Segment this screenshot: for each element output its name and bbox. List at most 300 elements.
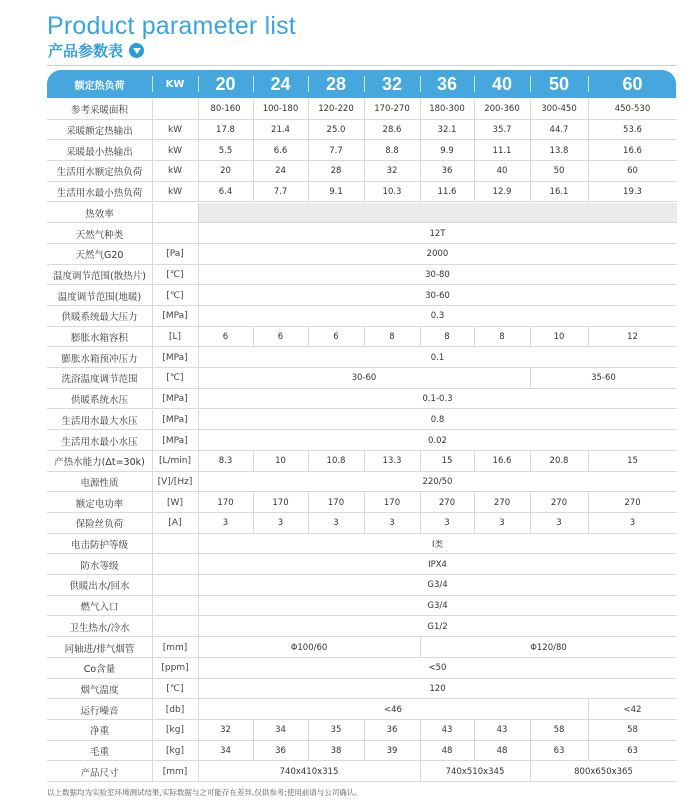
column-divider: [253, 140, 254, 161]
row-label: 温度调节范围(地暖): [57, 291, 142, 303]
row-label: 产热水能力(Δt=30k): [54, 457, 145, 469]
column-divider: [152, 285, 153, 306]
column-divider: [308, 451, 309, 472]
column-divider: [588, 492, 589, 513]
column-divider: [152, 347, 153, 368]
row-value: 9.9: [440, 145, 454, 156]
row-unit: [mm]: [162, 642, 188, 653]
column-divider: [420, 161, 421, 182]
row-value: 38: [330, 746, 342, 757]
row-label: 燃气入口: [80, 602, 119, 614]
table-header: [47, 70, 676, 98]
column-divider: [152, 327, 153, 348]
row-label: 供暖系统最大压力: [61, 312, 138, 324]
row-value: 13.8: [549, 145, 569, 156]
chevron-down-icon: [129, 43, 144, 58]
row-label: 膨胀水箱预冲压力: [61, 353, 138, 365]
row-value: 3: [222, 518, 229, 529]
column-divider: [253, 161, 254, 182]
row-value: 25.0: [326, 125, 346, 136]
row-value: 7.7: [329, 145, 343, 156]
row-value: 9.1: [329, 187, 343, 198]
row-unit: [152, 99, 198, 120]
row-value: 35-60: [591, 373, 616, 384]
row-value: 43: [441, 725, 453, 736]
row-value: 8: [444, 332, 450, 343]
row-value: 58: [627, 725, 638, 736]
table-row: [47, 492, 677, 513]
row-unit: [A]: [168, 518, 182, 529]
column-divider: [420, 761, 421, 782]
column-divider: [308, 182, 309, 203]
column-divider: [364, 161, 365, 182]
row-value: 53.6: [623, 125, 642, 136]
row-value: 16.6: [492, 456, 512, 467]
column-divider: [474, 327, 475, 348]
row-unit: [MPa]: [162, 435, 188, 446]
column-divider: [152, 223, 153, 244]
row-value: 35: [330, 725, 342, 736]
row-label: 卫生热水/冷水: [69, 622, 130, 634]
column-divider: [152, 265, 153, 286]
column-divider: [474, 451, 475, 472]
table-row: [47, 265, 677, 286]
row-value: 32.1: [437, 125, 457, 136]
row-value: 3: [333, 518, 339, 529]
row-value: <42: [623, 704, 642, 715]
column-divider: [474, 99, 475, 120]
row-value: 13.3: [382, 456, 402, 467]
row-value: 6: [333, 332, 339, 343]
column-divider: [420, 492, 421, 513]
column-divider: [588, 182, 589, 203]
column-divider: [364, 140, 365, 161]
row-value: 20.8: [549, 456, 569, 467]
row-value: Φ100/60: [290, 642, 328, 653]
row-value: 3: [277, 518, 284, 529]
column-divider: [253, 513, 254, 534]
row-value: 3: [444, 518, 450, 529]
column-divider: [152, 120, 153, 141]
column-divider: [152, 554, 153, 575]
table-row: [47, 596, 677, 617]
row-value: 39: [386, 746, 398, 757]
row-unit: [152, 534, 198, 555]
row-value: 63: [627, 746, 638, 757]
page-title-cn-text: 产品参数表: [48, 42, 124, 60]
row-label: 采暖最小热输出: [66, 146, 133, 158]
column-divider: [588, 513, 589, 534]
column-divider: [152, 741, 153, 762]
column-divider: [474, 492, 475, 513]
column-divider: [253, 720, 254, 741]
row-value: 28.6: [382, 125, 402, 136]
column-divider: [420, 140, 421, 161]
header-separator: [588, 76, 589, 92]
row-label: 烟气温度: [80, 684, 119, 696]
column-divider: [152, 451, 153, 472]
row-value: G3/4: [427, 601, 448, 612]
column-divider: [308, 327, 309, 348]
row-label: 洗浴温度调节范围: [61, 374, 138, 386]
row-value: 0.1: [430, 352, 445, 363]
column-divider: [253, 182, 254, 203]
row-value: 12.9: [492, 187, 512, 198]
row-value: 32: [386, 166, 398, 177]
table-row: [47, 679, 677, 700]
header-separator: [474, 76, 475, 92]
column-divider: [364, 451, 365, 472]
column-divider: [588, 741, 589, 762]
row-value: 7.7: [273, 187, 288, 198]
table-row: [47, 720, 677, 741]
header-separator: [364, 76, 365, 92]
header-model-24: 24: [270, 73, 291, 94]
header-unit: KW: [165, 78, 185, 90]
row-value: <46: [384, 704, 402, 715]
row-value: 24: [275, 166, 286, 177]
column-divider: [152, 575, 153, 596]
row-unit: [MPa]: [162, 414, 188, 425]
table-row: [47, 513, 677, 534]
header-model-28: 28: [325, 73, 347, 94]
row-label: 供暖出水/回水: [69, 581, 130, 593]
row-value: 180-300: [429, 104, 465, 115]
column-divider: [588, 99, 589, 120]
table-row: [47, 410, 677, 431]
page-title-en: Product parameter list: [47, 12, 296, 40]
table-row: [47, 637, 677, 658]
column-divider: [588, 140, 589, 161]
column-divider: [152, 430, 153, 451]
column-divider: [308, 161, 309, 182]
row-label: 净重: [89, 726, 109, 738]
column-divider: [308, 120, 309, 141]
column-divider: [420, 120, 421, 141]
row-unit: [152, 575, 198, 596]
column-divider: [152, 368, 153, 389]
column-divider: [474, 161, 475, 182]
column-divider: [588, 120, 589, 141]
column-divider: [530, 99, 531, 120]
row-value: 0.3: [430, 311, 445, 322]
row-label: 参考采暖面积: [70, 105, 128, 117]
row-unit: [℃]: [166, 683, 184, 694]
row-value: 2000: [426, 249, 449, 260]
header-separator: [152, 76, 153, 92]
column-divider: [420, 741, 421, 762]
row-label: 天然气G20: [75, 250, 124, 262]
column-divider: [474, 182, 475, 203]
row-value: 35.7: [492, 125, 512, 136]
header-model-20: 20: [215, 73, 236, 94]
column-divider: [530, 327, 531, 348]
column-divider: [152, 182, 153, 203]
row-value: 11.1: [492, 145, 512, 156]
row-value: 8.8: [385, 145, 399, 156]
column-divider: [420, 327, 421, 348]
column-divider: [530, 761, 531, 782]
column-divider: [364, 120, 365, 141]
column-divider: [152, 472, 153, 493]
page-title-cn: [48, 40, 144, 61]
table-row: [47, 699, 677, 720]
row-value: Φ120/80: [530, 642, 567, 653]
column-divider: [253, 741, 254, 762]
row-label: 供暖系统水压: [70, 395, 128, 407]
row-value: 270: [550, 497, 568, 508]
table-row: [47, 223, 677, 244]
column-divider: [364, 741, 365, 762]
column-divider: [364, 513, 365, 534]
row-unit: [152, 617, 198, 638]
row-value: 15: [441, 456, 453, 467]
row-value: 80-160: [210, 104, 241, 115]
row-unit: kW: [167, 145, 183, 156]
header-separator: [530, 76, 531, 92]
row-unit: [mm]: [162, 766, 188, 777]
column-divider: [308, 99, 309, 120]
column-divider: [530, 120, 531, 141]
column-divider: [530, 161, 531, 182]
column-divider: [530, 368, 531, 389]
table-row: [47, 430, 677, 451]
column-divider: [198, 203, 199, 224]
row-unit: [℃]: [166, 290, 184, 301]
column-divider: [588, 451, 589, 472]
row-unit: [152, 203, 198, 224]
column-divider: [588, 699, 589, 720]
row-unit: [MPa]: [162, 352, 188, 363]
column-divider: [152, 306, 153, 327]
row-unit: [Pa]: [166, 249, 184, 260]
row-value: 43: [496, 725, 508, 736]
row-unit: [℃]: [166, 269, 184, 280]
header-separator: [308, 76, 309, 92]
column-divider: [474, 140, 475, 161]
row-value: 11.6: [437, 187, 457, 198]
row-value: G1/2: [427, 621, 448, 632]
row-value: 36: [441, 166, 453, 177]
column-divider: [308, 741, 309, 762]
row-label: 生活用水额定热负荷: [56, 167, 143, 179]
row-value: 5.5: [218, 145, 233, 156]
column-divider: [152, 410, 153, 431]
column-divider: [152, 244, 153, 265]
row-value: 19.3: [623, 187, 642, 198]
row-value: 800x650x365: [574, 766, 633, 777]
row-value: 6: [277, 332, 284, 343]
table-row: [47, 451, 677, 472]
row-label: Co含量: [83, 664, 116, 676]
row-value: 270: [624, 497, 641, 508]
column-divider: [530, 451, 531, 472]
row-unit: [db]: [165, 704, 185, 715]
column-divider: [152, 140, 153, 161]
table-row: [47, 285, 677, 306]
row-value: 120: [429, 683, 446, 694]
row-value: 44.7: [549, 125, 569, 136]
row-value: 6.4: [218, 187, 233, 198]
column-divider: [152, 699, 153, 720]
header-separator: [253, 76, 254, 92]
column-divider: [530, 492, 531, 513]
column-divider: [474, 513, 475, 534]
column-divider: [253, 492, 254, 513]
row-value: 270: [438, 497, 456, 508]
row-value: 30-60: [351, 373, 377, 384]
column-divider: [588, 720, 589, 741]
table-row: [47, 761, 677, 782]
row-value: 270: [493, 497, 511, 508]
row-unit: [L]: [168, 332, 182, 343]
column-divider: [152, 492, 153, 513]
column-divider: [253, 451, 254, 472]
row-value: 50: [553, 166, 565, 177]
row-value: 16.1: [549, 187, 569, 198]
row-value: 12T: [429, 228, 446, 239]
row-label: 毛重: [89, 747, 109, 759]
header-model-40: 40: [491, 73, 513, 94]
row-value: <50: [428, 663, 447, 674]
table-row: [47, 161, 677, 182]
row-value: 170: [383, 497, 401, 508]
row-value: 10: [553, 332, 565, 343]
column-divider: [152, 534, 153, 555]
row-value: 8: [499, 332, 505, 343]
column-divider: [152, 617, 153, 638]
column-divider: [474, 120, 475, 141]
row-value: 740x410x315: [279, 766, 339, 777]
column-divider: [420, 182, 421, 203]
row-label: 天然气种类: [75, 229, 124, 241]
row-label: 运行噪音: [80, 705, 119, 717]
column-divider: [530, 513, 531, 534]
row-unit: [℃]: [166, 373, 184, 384]
row-unit: [152, 554, 198, 575]
row-label: 生活用水最大水压: [61, 415, 138, 427]
column-divider: [420, 637, 421, 658]
column-divider: [152, 637, 153, 658]
table-row: [47, 99, 677, 120]
header-label: 额定热负荷: [74, 80, 125, 92]
row-unit: [MPa]: [162, 311, 188, 322]
row-value: G3/4: [427, 580, 448, 591]
header-separator: [420, 76, 421, 92]
row-value: 58: [553, 725, 565, 736]
column-divider: [420, 451, 421, 472]
table-row: [47, 658, 677, 679]
row-label: 额定电功率: [75, 498, 124, 510]
column-divider: [152, 679, 153, 700]
table-row: [47, 306, 677, 327]
column-divider: [152, 99, 153, 120]
row-label: 膨胀水箱容积: [70, 333, 128, 345]
row-value: 30-80: [425, 269, 450, 280]
row-value: 3: [556, 518, 562, 529]
table-row: [47, 182, 677, 203]
row-label: 产品尺寸: [80, 767, 119, 779]
row-label: 保险丝负荷: [75, 519, 124, 531]
column-divider: [530, 720, 531, 741]
row-value: 10.8: [326, 456, 346, 467]
row-value: 21.4: [271, 125, 290, 136]
column-divider: [308, 140, 309, 161]
row-unit: [kg]: [166, 746, 184, 757]
row-value: 17.8: [216, 125, 235, 136]
header-model-32: 32: [381, 73, 403, 94]
row-unit: [L/min]: [158, 456, 192, 467]
row-value: 10.3: [382, 187, 402, 198]
column-divider: [308, 492, 309, 513]
row-value: 6.6: [273, 145, 288, 156]
row-value: 170: [217, 497, 234, 508]
title-divider: [47, 65, 677, 66]
gray-band: [198, 203, 677, 224]
column-divider: [364, 720, 365, 741]
row-value: 120-220: [318, 104, 354, 115]
row-value: 10: [275, 456, 286, 467]
row-value: 8.3: [218, 456, 233, 467]
row-unit: [MPa]: [162, 394, 188, 405]
row-value: 12: [627, 332, 638, 343]
row-value: 3: [499, 518, 505, 529]
row-unit: [W]: [167, 497, 183, 508]
row-unit: kW: [167, 125, 183, 136]
footnote: 以上数据均为实验室环境测试结果,实际数据与之可能存在差异,仅供参考;使用前请与公司确认。: [47, 788, 362, 797]
table-row: [47, 741, 677, 762]
row-value: 3: [629, 518, 636, 529]
table-row: [47, 347, 677, 368]
column-divider: [152, 720, 153, 741]
row-value: 3: [389, 518, 395, 529]
table-row: [47, 575, 677, 596]
column-divider: [420, 720, 421, 741]
column-divider: [364, 327, 365, 348]
column-divider: [152, 389, 153, 410]
row-value: 32: [220, 725, 231, 736]
row-value: 60: [627, 166, 638, 177]
row-value: 48: [441, 746, 453, 757]
row-unit: [kg]: [166, 725, 184, 736]
column-divider: [253, 120, 254, 141]
row-value: 8: [389, 332, 395, 343]
column-divider: [253, 327, 254, 348]
column-divider: [308, 513, 309, 534]
row-unit: [V]/[Hz]: [157, 476, 193, 487]
column-divider: [152, 513, 153, 534]
row-label: 电击防护等级: [70, 540, 128, 552]
table-row: [47, 554, 677, 575]
row-unit: kW: [167, 166, 183, 177]
column-divider: [364, 99, 365, 120]
row-value: 36: [275, 746, 286, 757]
row-value: 48: [496, 746, 508, 757]
column-divider: [152, 161, 153, 182]
row-value: 170: [272, 497, 289, 508]
column-divider: [364, 182, 365, 203]
row-value: 30-60: [425, 290, 450, 301]
table-row: [47, 327, 677, 348]
table-row: [47, 244, 677, 265]
row-label: 生活用水最小水压: [61, 436, 138, 448]
column-divider: [474, 720, 475, 741]
row-label: 生活用水最小热负荷: [56, 188, 143, 200]
column-divider: [308, 720, 309, 741]
column-divider: [588, 327, 589, 348]
column-divider: [152, 761, 153, 782]
header-model-36: 36: [436, 73, 458, 94]
